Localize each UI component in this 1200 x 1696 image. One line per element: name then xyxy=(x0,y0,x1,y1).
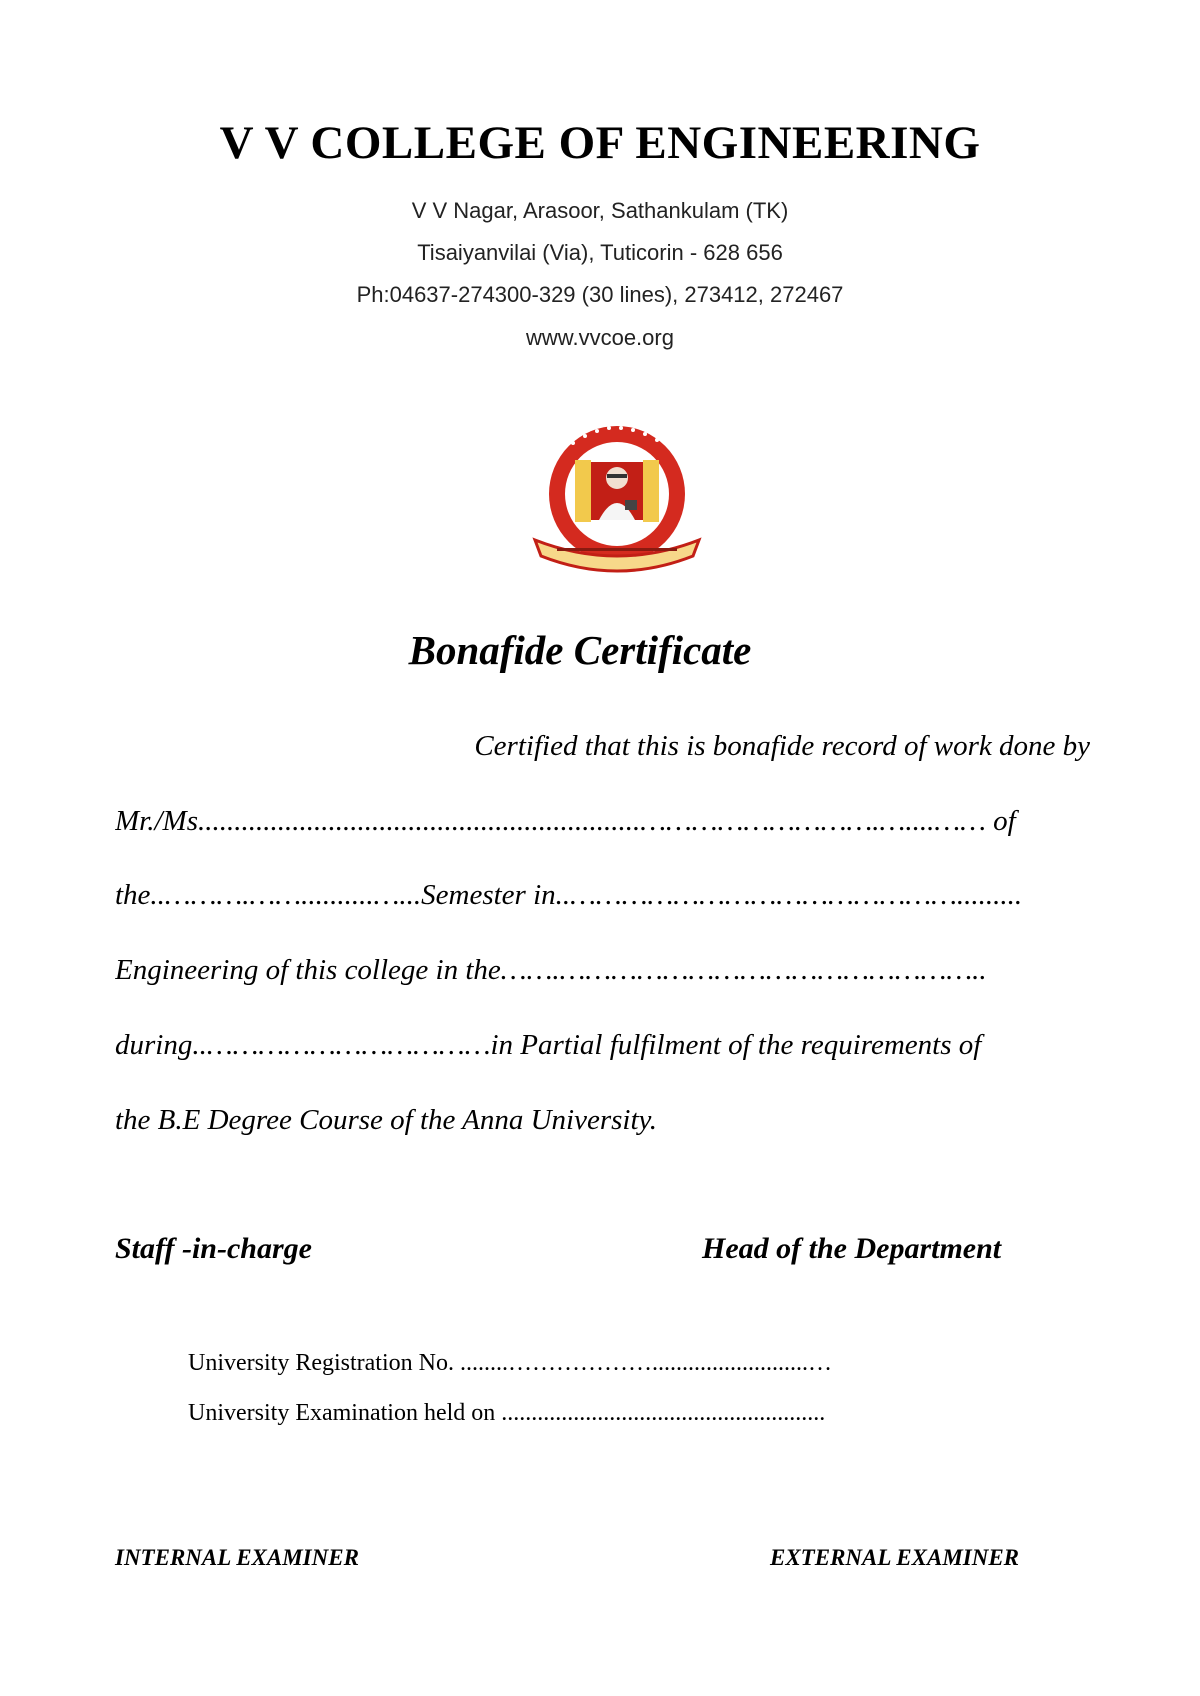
certificate-line-1: Certified that this is bonafide record of work done by xyxy=(474,730,1090,762)
staff-in-charge-label: Staff -in-charge xyxy=(115,1232,312,1265)
portrait-book xyxy=(625,500,637,510)
university-registration-line: University Registration No. ........………………..........................… xyxy=(188,1350,832,1376)
emblem-right-pillar xyxy=(643,460,659,522)
internal-examiner-label: INTERNAL EXAMINER xyxy=(115,1545,359,1570)
website-line: www.vvcoe.org xyxy=(526,325,674,350)
phone-line: Ph:04637-274300-329 (30 lines), 273412, 272467 xyxy=(356,282,844,307)
portrait-glasses xyxy=(607,474,627,478)
address-line-2: Tisaiyanvilai (Via), Tuticorin - 628 656 xyxy=(417,240,783,265)
university-examination-line: University Examination held on ...................................................... xyxy=(188,1400,826,1426)
certificate-line-6: the B.E Degree Course of the Anna University. xyxy=(115,1104,658,1136)
certificate-line-3: the..……….……..........…...Semester in..………………………………………......... xyxy=(115,879,1023,911)
head-of-department-label: Head of the Department xyxy=(702,1232,1002,1265)
emblem-left-pillar xyxy=(575,460,591,522)
certificate-title: Bonafide Certificate xyxy=(408,627,752,673)
certificate-line-5: during..……………………………in Partial fulfilment of the requirements of xyxy=(115,1029,982,1061)
certificate-line-2: Mr./Ms.............................................................……………………….…....…… of xyxy=(115,805,1016,837)
external-examiner-label: EXTERNAL EXAMINER xyxy=(770,1545,1020,1570)
ribbon-marks xyxy=(557,548,677,551)
certificate-line-4: Engineering of this college in the…….………………………………………….. xyxy=(115,954,987,986)
college-logo-emblem xyxy=(527,422,707,580)
college-name: V V COLLEGE OF ENGINEERING xyxy=(219,117,981,169)
address-line-1: V V Nagar, Arasoor, Sathankulam (TK) xyxy=(411,198,789,223)
